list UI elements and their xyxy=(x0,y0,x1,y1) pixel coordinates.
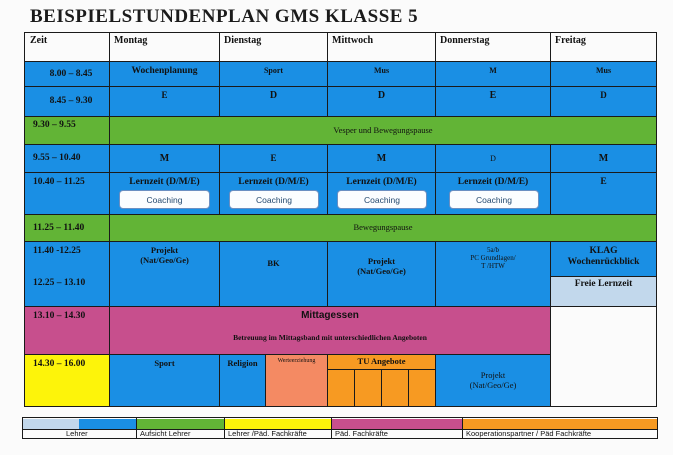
lernzeit-label: Lernzeit (D/M/E) xyxy=(129,177,200,187)
break-bewegungspause: Bewegungspause xyxy=(110,215,657,242)
page-title: BEISPIELSTUNDENPLAN GMS KLASSE 5 xyxy=(30,6,419,27)
header-donnerstag: Donnerstag xyxy=(436,32,551,62)
tu-sub-1 xyxy=(328,370,355,407)
lesson-mo-1: Wochenplanung xyxy=(110,62,220,87)
tu-sub-4 xyxy=(409,370,436,407)
pc-grundlagen-do: 5a/b PC Grundlagen/ T /HTW xyxy=(436,242,551,307)
time-slot-1: 8.00 – 8.45 xyxy=(24,62,110,87)
time-slot-8: 12.25 – 13.10 xyxy=(24,272,110,307)
lernzeit-label: Lernzeit (D/M/E) xyxy=(457,177,529,187)
lesson-mo-4: M xyxy=(110,145,220,173)
legend-sep-4 xyxy=(462,418,463,439)
lesson-fr-4: M xyxy=(551,145,657,173)
header-mittwoch: Mittwoch xyxy=(328,32,436,62)
sport-mo-10: Sport xyxy=(110,355,220,407)
tu-sub-2 xyxy=(355,370,382,407)
header-freitag: Freitag xyxy=(551,32,657,62)
lesson-do-2: E xyxy=(436,87,551,117)
coaching-box-mo: Coaching xyxy=(119,190,210,209)
lesson-do-1: M xyxy=(436,62,551,87)
empty-fr-9 xyxy=(551,307,657,407)
legend-label-aufsicht: Aufsicht Lehrer xyxy=(140,429,191,438)
mittagessen-title: Mittagessen xyxy=(301,310,359,321)
lernzeit-label: Lernzeit (D/M/E) xyxy=(346,177,417,187)
projekt-do-10: Projekt (Nat/Geo/Ge) xyxy=(436,355,551,407)
lesson-fr-2: D xyxy=(551,87,657,117)
legend-label-lehrer-paed: Lehrer /Päd. Fachkräfte xyxy=(228,429,307,438)
lesson-di-2: D xyxy=(220,87,328,117)
coaching-box-mi: Coaching xyxy=(337,190,427,209)
religion-di: Religion xyxy=(220,355,266,407)
time-slot-7: 11.40 -12.25 xyxy=(24,242,110,272)
time-slot-3: 9.30 – 9.55 xyxy=(24,117,110,145)
mittagessen-sub: Betreuung im Mittagsband mit unterschiedlichen Angeboten xyxy=(233,332,427,342)
bk-di: BK xyxy=(220,242,328,307)
mittagessen xyxy=(110,307,551,355)
tu-sub-3 xyxy=(382,370,409,407)
lesson-fr-1: Mus xyxy=(551,62,657,87)
legend-label-paed: Päd. Fachkräfte xyxy=(335,429,388,438)
break-vesper: Vesper und Bewegungspause xyxy=(110,117,657,145)
header-zeit: Zeit xyxy=(24,32,110,62)
time-slot-9: 13.10 – 14.30 xyxy=(24,307,110,355)
header-dienstag: Dienstag xyxy=(220,32,328,62)
lesson-mi-4: M xyxy=(328,145,436,173)
lesson-di-1: Sport xyxy=(220,62,328,87)
coaching-box-do: Coaching xyxy=(449,190,539,209)
legend-label-kooperation: Kooperationspartner / Päd Fachkräfte xyxy=(466,429,592,438)
lesson-mi-2: D xyxy=(328,87,436,117)
time-slot-10: 14.30 – 16.00 xyxy=(24,355,110,407)
coaching-box-di: Coaching xyxy=(229,190,319,209)
projekt-mo: Projekt (Nat/Geo/Ge) xyxy=(110,242,220,307)
legend-sep-2 xyxy=(224,418,225,439)
lesson-mi-1: Mus xyxy=(328,62,436,87)
projekt-mi: Projekt (Nat/Geo/Ge) xyxy=(328,242,436,307)
header-montag: Montag xyxy=(110,32,220,62)
lesson-fr-5: E xyxy=(551,173,657,215)
time-slot-5: 10.40 – 11.25 xyxy=(24,173,110,215)
werteerziehung-di: Werteerziehung xyxy=(266,355,328,407)
freie-lernzeit-fr: Freie Lernzeit xyxy=(551,277,657,307)
lesson-do-4: D xyxy=(436,145,551,173)
lesson-di-4: E xyxy=(220,145,328,173)
klag-fr: KLAG Wochenrückblick xyxy=(551,242,657,277)
time-slot-2: 8.45 – 9.30 xyxy=(24,87,110,117)
legend-sep-1 xyxy=(136,418,137,439)
lernzeit-label: Lernzeit (D/M/E) xyxy=(238,177,309,187)
tu-angebote: TU Angebote xyxy=(328,355,436,370)
legend-sep-3 xyxy=(331,418,332,439)
lesson-mo-2: E xyxy=(110,87,220,117)
time-slot-4: 9.55 – 10.40 xyxy=(24,145,110,173)
time-slot-6: 11.25 – 11.40 xyxy=(24,215,110,242)
legend-label-lehrer: Lehrer xyxy=(66,429,88,438)
